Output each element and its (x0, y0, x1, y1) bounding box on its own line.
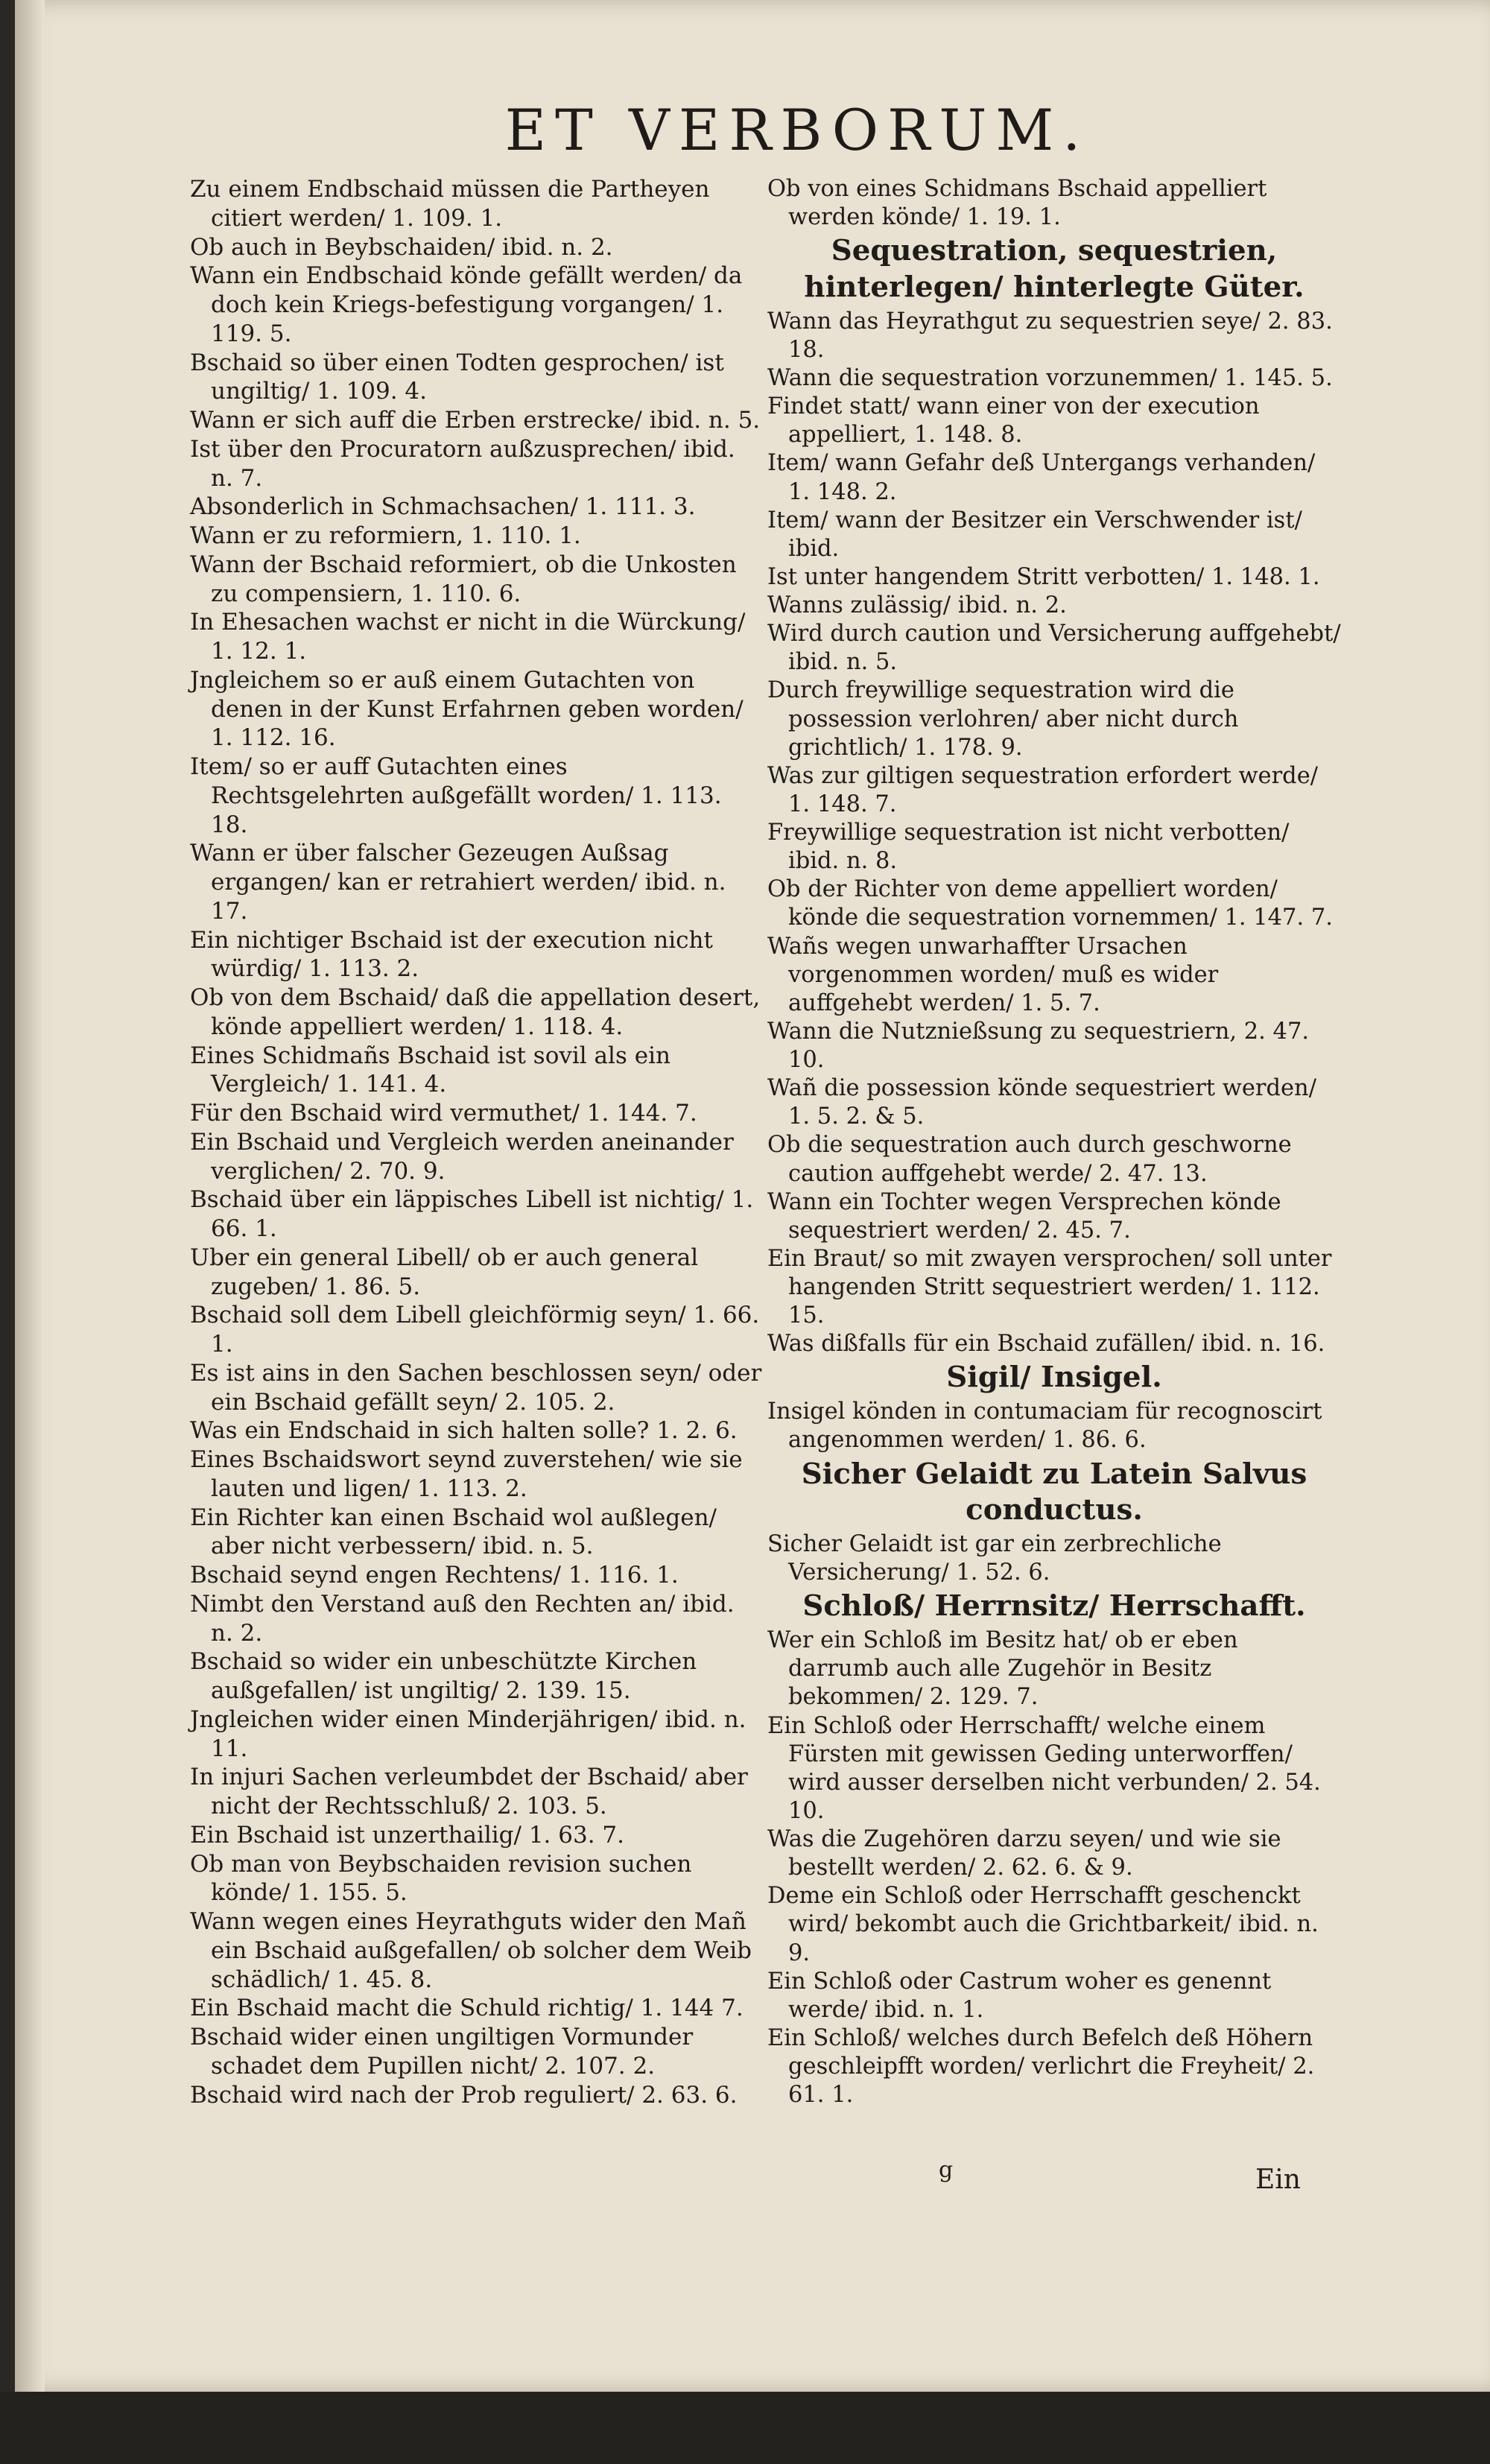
index-entry: Ist über den Procuratorn außzusprechen/ ibid. n. 7. (190, 435, 735, 492)
index-entry: Item/ wann Gefahr deß Untergangs verhanden/ 1. 148. 2. (767, 450, 1316, 505)
index-entry: Jngleichen wider einen Minderjährigen/ ibid. n. 11. (190, 1706, 746, 1762)
index-entry: Wann ein Tochter wegen Versprechen könde sequestriert werden/ 2. 45. 7. (767, 1188, 1281, 1244)
index-entry: Wann er über falscher Gezeugen Außsag ergangen/ kan er retrahiert werden/ ibid. n. 17. (190, 840, 726, 925)
index-entry: Ob von eines Schidmans Bschaid appelliert werden könde/ 1. 19. 1. (767, 176, 1267, 231)
page-header: ET VERBORUM. (504, 97, 1090, 163)
index-entry: Für den Bschaid wird vermuthet/ 1. 144. 7. (190, 1100, 697, 1127)
index-entry: Wann ein Endbschaid könde gefällt werden/ da doch kein Kriegs-befestigung vorgangen/ 1. 119. 5. (190, 262, 743, 347)
index-entry: Ob man von Beybschaiden revision suchen könde/ 1. 155. 5. (190, 1850, 692, 1907)
index-entry: Wer ein Schloß im Besitz hat/ ob er eben darrumb auch alle Zugehör in Besitz bekommen/ 2. 129. 7. (767, 1627, 1238, 1711)
index-entry: Ein Schloß oder Herrschafft/ welche einem Fürsten mit gewissen Geding unterworffen/ wird ausser derselben nicht verbunden/ 2. 54. 10. (767, 1712, 1321, 1824)
index-entry: Nimbt den Verstand auß den Rechten an/ ibid. n. 2. (190, 1590, 735, 1647)
index-entry: Eines Bschaidswort seynd zuverstehen/ wie sie lauten und ligen/ 1. 113. 2. (190, 1446, 743, 1502)
index-entry: Es ist ains in den Sachen beschlossen seyn/ oder ein Bschaid gefällt seyn/ 2. 105. 2. (190, 1359, 762, 1416)
index-entry: Bschaid soll dem Libell gleichförmig seyn/ 1. 66. 1. (190, 1302, 760, 1358)
index-entry: Ein Schloß oder Castrum woher es genennt werde/ ibid. n. 1. (767, 1968, 1272, 2023)
index-entry: Bschaid wider einen ungiltigen Vormunder schadet dem Pupillen nicht/ 2. 107. 2. (190, 2024, 694, 2080)
index-entry: Bschaid seynd engen Rechtens/ 1. 116. 1. (190, 1562, 679, 1589)
index-entry: Wanns zulässig/ ibid. n. 2. (767, 592, 1067, 619)
index-entry: Ist unter hangendem Stritt verbotten/ 1. 148. 1. (767, 563, 1320, 590)
index-entry: Wann das Heyrathgut zu sequestrien seye/ 2. 83. 18. (767, 308, 1333, 363)
index-entry: Freywillige sequestration ist nicht verbotten/ ibid. n. 8. (767, 820, 1290, 875)
index-entry: Wann wegen eines Heyrathguts wider den Mañ ein Bschaid außgefallen/ ob solcher dem Weib schädlich/ 1. 45. 8. (190, 1908, 752, 1993)
index-entry: Deme ein Schloß oder Herrschafft geschenckt wird/ bekombt auch die Grichtbarkeit/ ibid. n. 9. (767, 1883, 1319, 1966)
index-entry: Ob auch in Beybschaiden/ ibid. n. 2. (190, 233, 613, 261)
book-page (15, 0, 1490, 2392)
index-entry: Item/ so er auff Gutachten eines Rechtsgelehrten außgefällt worden/ 1. 113. 18. (190, 753, 722, 838)
index-entry: Jngleichem so er auß einem Gutachten von denen in der Kunst Erfahrnen geben worden/ 1. 112. 16. (190, 666, 744, 752)
index-entry: Bschaid so über einen Todten gesprochen/ ist ungiltig/ 1. 109. 4. (190, 349, 724, 405)
index-entry: Was die Zugehören darzu seyen/ und wie sie bestellt werden/ 2. 62. 6. & 9. (767, 1826, 1281, 1881)
index-entry: Bschaid so wider ein unbeschützte Kirchen außgefallen/ ist ungiltig/ 2. 139. 15. (190, 1648, 697, 1704)
scan-background (0, 2392, 1490, 2464)
section-heading: Schloß/ Herrnsitz/ Herrschafft. (802, 1589, 1306, 1624)
index-entry: Ob der Richter von deme appelliert worden/ könde die sequestration vornemmen/ 1. 147. 7. (767, 876, 1333, 931)
section-heading: Sequestration, sequestrien, hinterlegen/ hinterlegte Güter. (804, 234, 1304, 305)
left-column (190, 175, 764, 2109)
section-heading: Sicher Gelaidt zu Latein Salvus conductus. (801, 1457, 1307, 1527)
index-entry: Ein Bschaid ist unzerthailig/ 1. 63. 7. (190, 1821, 624, 1849)
index-entry: Was ein Endschaid in sich halten solle? 1. 2. 6. (190, 1417, 738, 1445)
index-entry: In injuri Sachen verleumbdet der Bschaid/ aber nicht der Rechtsschluß/ 2. 103. 5. (190, 1764, 748, 1820)
index-entry: Findet statt/ wann einer von der execution appelliert, 1. 148. 8. (767, 393, 1260, 449)
index-entry: Uber ein general Libell/ ob er auch general zugeben/ 1. 86. 5. (190, 1244, 699, 1300)
index-entry: Ein Richter kan einen Bschaid wol außlegen/ aber nicht verbessern/ ibid. n. 5. (190, 1504, 717, 1560)
index-entry: Wañs wegen unwarhaffter Ursachen vorgenommen worden/ muß es wider auffgehebt werden/ 1. 5. 7. (767, 933, 1219, 1016)
index-entry: Wann der Bschaid reformiert, ob die Unkosten zu compensiern, 1. 110. 6. (190, 551, 737, 607)
index-entry: Wann er sich auff die Erben erstrecke/ ibid. n. 5. (190, 407, 761, 434)
index-entry: Durch freywillige sequestration wird die possession verlohren/ aber nicht durch grichtlich/ 1. 178. 9. (767, 677, 1239, 761)
page-gutter (15, 0, 45, 2392)
index-entry: Ob die sequestration auch durch geschworne caution auffgehebt werde/ 2. 47. 13. (767, 1132, 1292, 1187)
index-entry: Ob von dem Bschaid/ daß die appellation desert, könde appelliert werden/ 1. 118. 4. (190, 984, 761, 1040)
index-entry: Bschaid über ein läppisches Libell ist nichtig/ 1. 66. 1. (190, 1186, 754, 1242)
index-entry: Wann er zu reformiern, 1. 110. 1. (190, 522, 581, 549)
catchword: Ein (1255, 2164, 1301, 2195)
index-entry: Sicher Gelaidt ist gar ein zerbrechliche Versicherung/ 1. 52. 6. (767, 1531, 1222, 1586)
index-entry: Bschaid wird nach der Prob reguliert/ 2. 63. 6. (190, 2081, 738, 2109)
index-entry: In Ehesachen wachst er nicht in die Würckung/ 1. 12. 1. (190, 609, 746, 665)
index-entry: Ein Bschaid und Vergleich werden aneinander verglichen/ 2. 70. 9. (190, 1128, 734, 1185)
index-entry: Wird durch caution und Versicherung auffgehebt/ ibid. n. 5. (767, 621, 1341, 676)
section-heading: Sigil/ Insigel. (946, 1361, 1162, 1395)
index-entry: Ein nichtiger Bschaid ist der execution nicht würdig/ 1. 113. 2. (190, 926, 713, 983)
index-entry: Item/ wann der Besitzer ein Verschwender ist/ ibid. (767, 507, 1302, 562)
index-entry: Ein Schloß/ welches durch Befelch deß Höhern geschleipfft worden/ verlichrt die Freyheit/ 2. 61. 1. (767, 2024, 1315, 2109)
index-entry: Absonderlich in Schmachsachen/ 1. 111. 3. (190, 493, 696, 521)
index-entry: Wann die sequestration vorzunemmen/ 1. 145. 5. (767, 365, 1333, 392)
right-column (767, 175, 1341, 2109)
index-entry: Was zur giltigen sequestration erfordert werde/ 1. 148. 7. (767, 762, 1319, 817)
index-entry: Zu einem Endbschaid müssen die Partheyen citiert werden/ 1. 109. 1. (190, 176, 710, 232)
index-entry: Wañ die possession könde sequestriert werden/ 1. 5. 2. & 5. (767, 1075, 1316, 1130)
index-entry: Eines Schidmañs Bschaid ist sovil als ein Vergleich/ 1. 141. 4. (190, 1042, 670, 1098)
index-entry: Wann die Nutznießsung zu sequestriern, 2. 47. 10. (767, 1018, 1310, 1074)
index-entry: Insigel könden in contumaciam für recognoscirt angenommen werden/ 1. 86. 6. (767, 1399, 1322, 1454)
index-entry: Ein Bschaid macht die Schuld richtig/ 1. 144 7. (190, 1995, 744, 2022)
index-entry: Was dißfalls für ein Bschaid zufällen/ ibid. n. 16. (767, 1331, 1325, 1358)
signature-mark: g (939, 2157, 954, 2183)
index-entry: Ein Braut/ so mit zwayen versprochen/ soll unter hangenden Stritt sequestriert werden/ 1. 112. 15. (767, 1245, 1332, 1329)
